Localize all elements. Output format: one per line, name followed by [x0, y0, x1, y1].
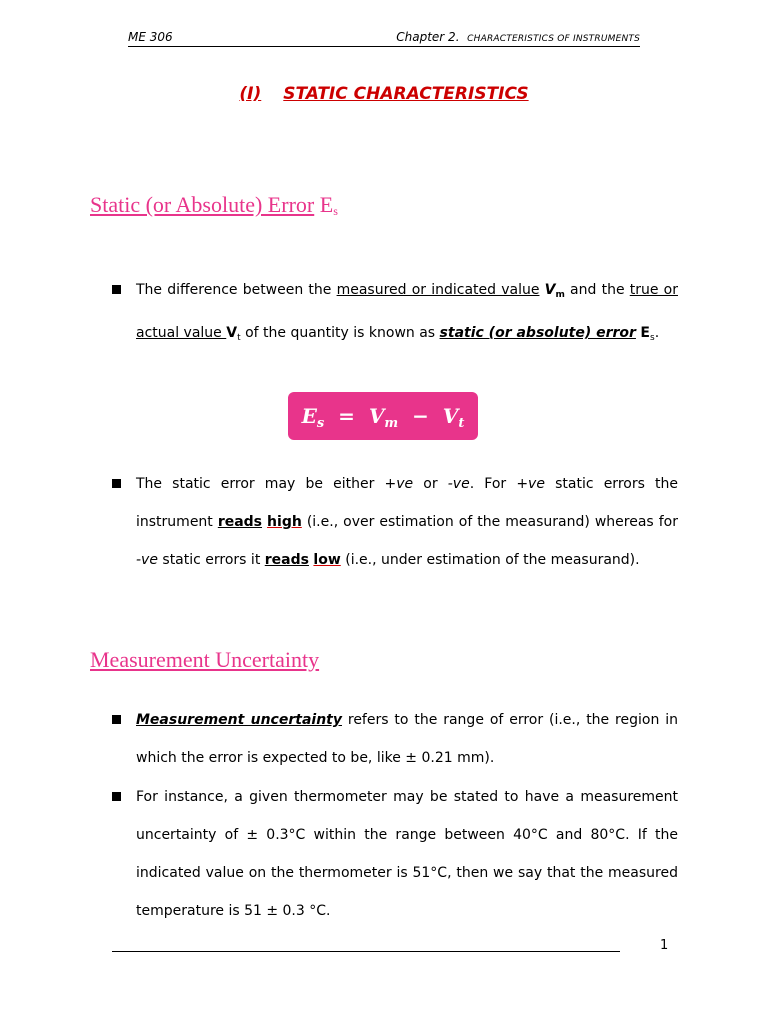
term-reads: reads: [217, 514, 263, 530]
term-reads: reads: [264, 552, 309, 568]
bullet-text: The difference between the measured or indicated value $V_m$ and the true or actual value $V_t$ of the quantity is known as static (or absolute) error $E_s$.: [136, 282, 678, 343]
term-measurement-uncertainty: Measurement uncertainty: [136, 712, 342, 728]
term-static-error: static (or absolute) error: [439, 325, 636, 341]
list-item: [112, 701, 678, 777]
section-heading-symbol-sub: s: [333, 204, 338, 218]
chapter-title: CHARACTERISTICS OF INSTRUMENTS: [467, 34, 640, 44]
term-high: high: [267, 514, 302, 530]
chapter-label: [396, 30, 640, 44]
section-heading-uncertainty: [90, 647, 319, 673]
chapter-number: Chapter 2.: [396, 30, 460, 44]
page-number: 1: [660, 938, 669, 953]
bullet-square-icon: [112, 479, 121, 488]
bullet-square-icon: [112, 792, 121, 801]
static-error-formula: $E_s = V_m - V_t$: [288, 392, 478, 440]
section-heading-text: Static (or Absolute) Error: [90, 192, 315, 217]
bullet-text: For instance, a given thermometer may be stated to have a measurement uncertainty of ± 0.3°C within the range between 40°C and 80°C. If the indicated value on the thermometer is 51°C, then we say that the measured temperature is 51 ± 0.3 °C.: [136, 789, 678, 919]
page-header: [128, 30, 640, 47]
bullet-text: Measurement uncertainty refers to the range of error (i.e., the region in which the error is expected to be, like ± 0.21 mm).: [136, 712, 678, 766]
bullet-text: The static error may be either +ve or -ve. For +ve static errors the instrument reads high (i.e., over estimation of the measurand) whereas for -ve static errors it reads low (i.e., under estimation of the measurand).: [136, 476, 679, 568]
page-title: [0, 84, 768, 104]
term-true-value: true or actual value: [136, 282, 678, 341]
term-measured-value: measured or indicated value: [336, 282, 540, 298]
term-low: low: [313, 552, 341, 568]
section-heading-text: Measurement Uncertainty: [90, 647, 320, 672]
course-code: ME 306: [128, 30, 173, 44]
title-text: STATIC CHARACTERISTICS: [283, 84, 529, 104]
section-heading-static-error: [90, 192, 338, 219]
section-heading-symbol: E: [319, 192, 334, 217]
list-item: [112, 271, 678, 357]
footer-rule: [112, 941, 620, 952]
list-item: [112, 465, 678, 579]
list-item: [112, 778, 678, 930]
title-number: (I): [239, 84, 262, 104]
bullet-square-icon: [112, 715, 121, 724]
bullet-square-icon: [112, 285, 121, 294]
